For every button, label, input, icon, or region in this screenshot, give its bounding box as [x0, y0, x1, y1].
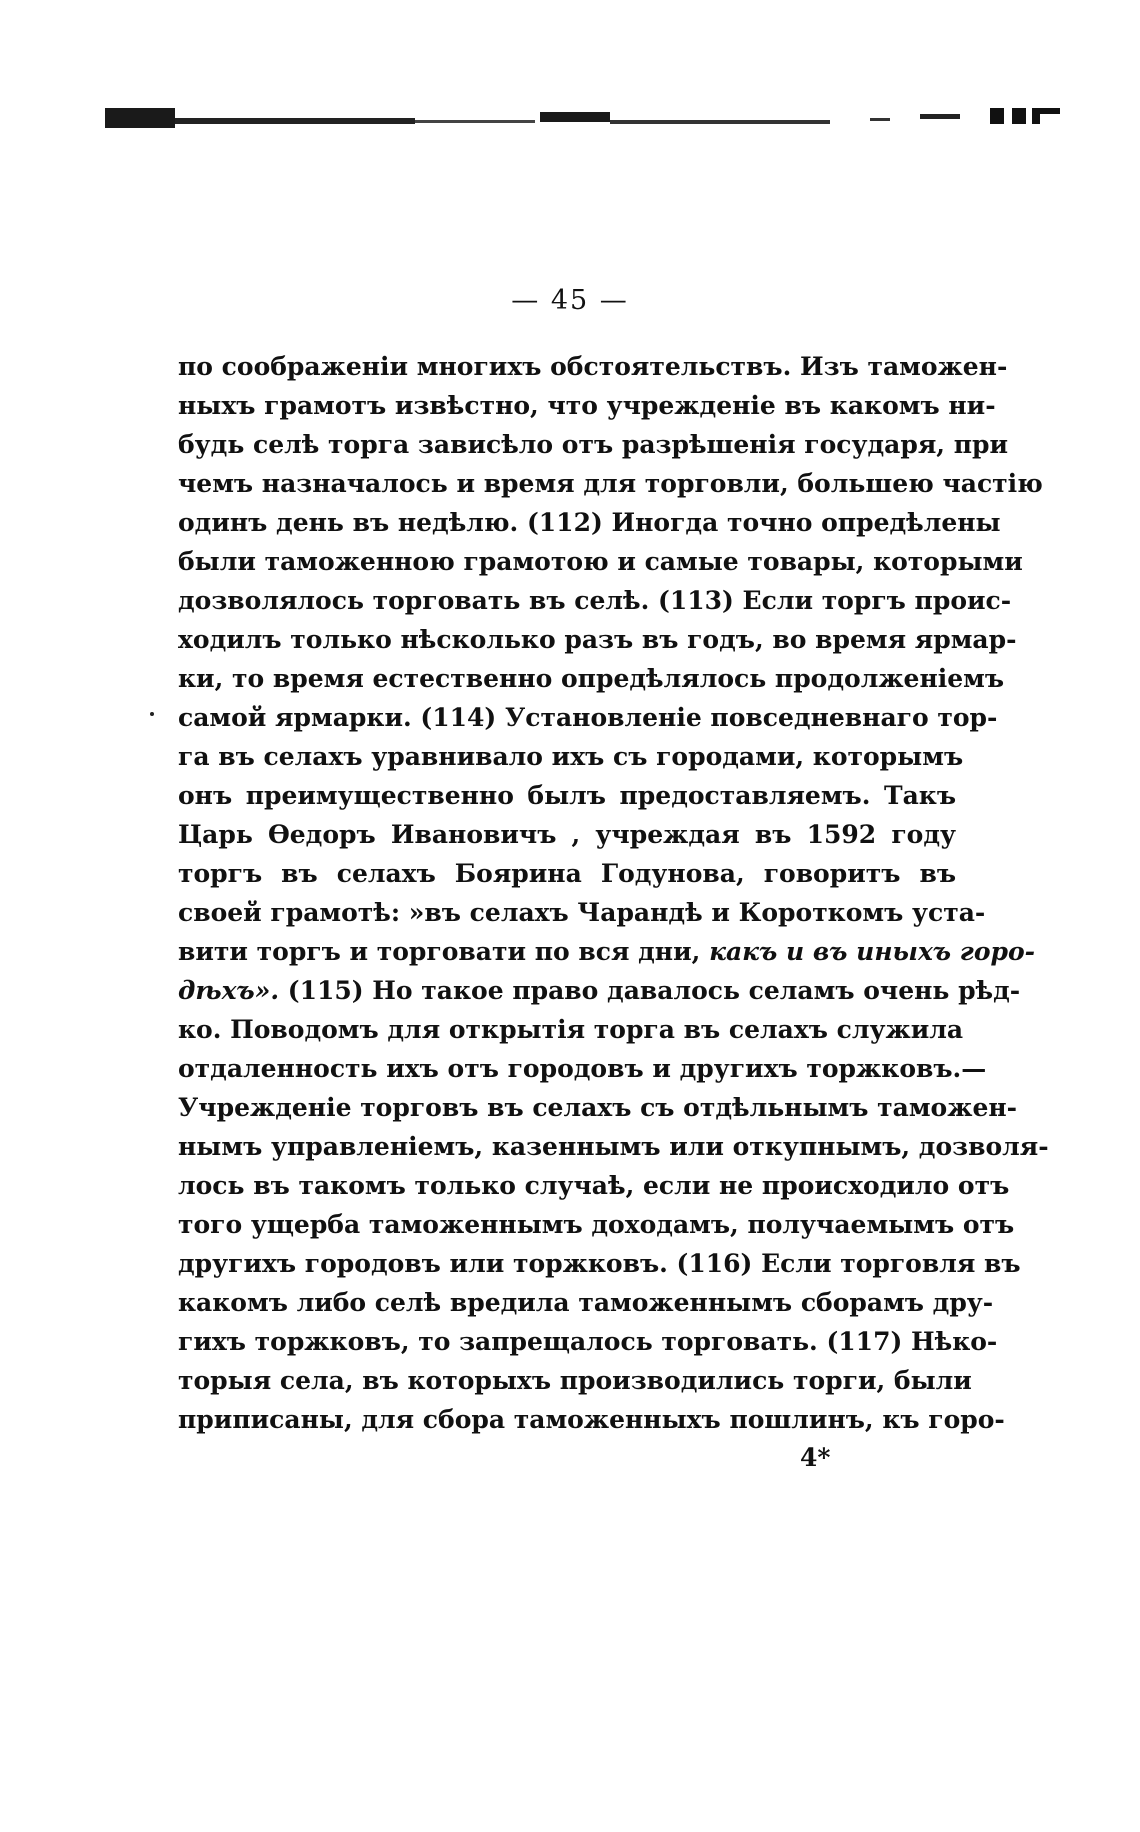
text-line: будь селѣ торга зависѣло отъ разрѣшенія государя, при	[178, 430, 1009, 459]
text-line: своей грамотѣ: »въ селахъ Чарандѣ и Короткомъ уста-	[178, 898, 986, 927]
text-line: по соображеніи многихъ обстоятельствъ. Изъ таможен-	[178, 352, 1008, 381]
text-segment: (115) Но такое право давалось селамъ очень рѣд-	[279, 976, 1021, 1005]
text-line: отдаленность ихъ отъ городовъ и другихъ торжковъ.—	[178, 1054, 987, 1083]
text-line: гихъ торжковъ, то запрещалось торговать. (117) Нѣко-	[178, 1327, 998, 1356]
text-line: чемъ назначалось и время для торговли, большею частію	[178, 469, 1043, 498]
text-line: торгъ въ селахъ Боярина Годунова, говоритъ въ	[178, 859, 956, 888]
text-line: торыя села, въ которыхъ производились торги, были	[178, 1366, 972, 1395]
text-line: были таможенною грамотою и самые товары, которыми	[178, 547, 1023, 576]
text-line: одинъ день въ недѣлю. (112) Иногда точно опредѣлены	[178, 508, 1001, 537]
text-line: Учрежденіе торговъ въ селахъ съ отдѣльнымъ таможен-	[178, 1093, 1018, 1122]
text-line: ходилъ только нѣсколько разъ въ годъ, во время ярмар-	[178, 625, 1017, 654]
page-number: — 45 —	[511, 285, 629, 316]
text-segment: вити торгъ и торговати по вся дни,	[178, 937, 701, 966]
text-line: га въ селахъ уравнивало ихъ съ городами, которымъ	[178, 742, 964, 771]
text-line: того ущерба таможеннымъ доходамъ, получаемымъ отъ	[178, 1210, 1015, 1239]
text-line: самой ярмарки. (114) Установленіе повседневнаго тор-	[178, 703, 998, 732]
text-line-mixed	[178, 971, 1021, 1010]
text-line: другихъ городовъ или торжковъ. (116) Если торговля въ	[178, 1249, 1021, 1278]
text-line: Царь Ѳедоръ Ивановичъ , учреждая въ 1592 году	[178, 820, 956, 849]
text-line: онъ преимущественно былъ предоставляемъ. Такъ	[178, 781, 956, 810]
italic-quote: какъ и въ иныхъ горо-	[709, 937, 1036, 966]
text-line: ко. Поводомъ для открытія торга въ селахъ служила	[178, 1015, 964, 1044]
text-line: какомъ либо селѣ вредила таможеннымъ сборамъ дру-	[178, 1288, 994, 1317]
scan-edge-artifact	[0, 0, 1140, 140]
text-line: лось въ такомъ только случаѣ, если не происходило отъ	[178, 1171, 1010, 1200]
text-line-mixed	[178, 932, 1036, 971]
text-line: дозволялось торговать въ селѣ. (113) Если торгъ проис-	[178, 586, 1012, 615]
signature-mark: 4*	[800, 1443, 831, 1472]
margin-speck	[150, 712, 154, 716]
text-line: приписаны, для сбора таможенныхъ пошлинъ, къ горо-	[178, 1405, 1005, 1434]
body-text	[178, 347, 1049, 1439]
italic-quote: дѣхъ».	[178, 976, 280, 1005]
text-line: ки, то время естественно опредѣлялось продолженіемъ	[178, 664, 1005, 693]
text-line: нымъ управленіемъ, казеннымъ или откупнымъ, дозволя-	[178, 1132, 1049, 1161]
text-line: ныхъ грамотъ извѣстно, что учрежденіе въ какомъ ни-	[178, 391, 996, 420]
